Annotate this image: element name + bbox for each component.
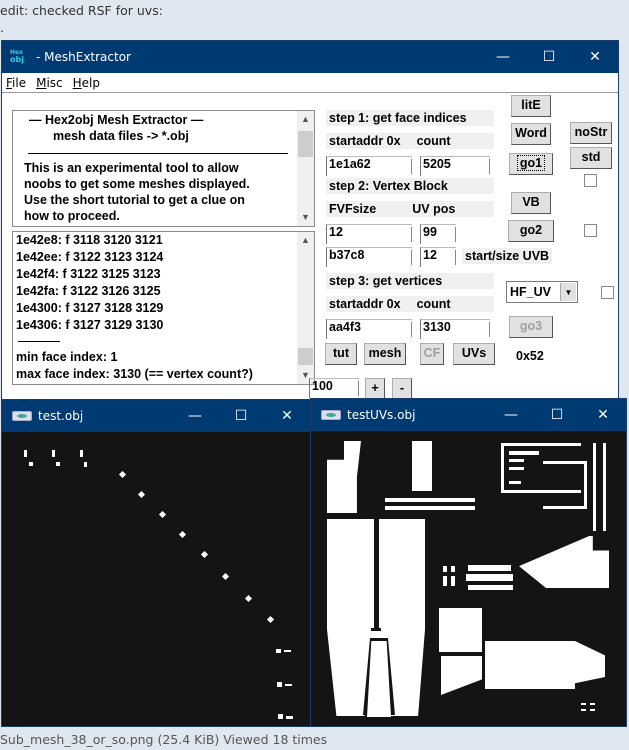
step3-count-input[interactable]: 3130 [420, 319, 490, 339]
minimize-button[interactable]: — [496, 49, 510, 65]
mesh-extractor-window [1, 40, 619, 400]
info-scrollbar[interactable] [297, 111, 314, 226]
close-button[interactable]: ✕ [589, 49, 601, 65]
scroll-up-icon[interactable]: ▲ [301, 114, 310, 124]
step1-count-input[interactable]: 5205 [420, 156, 490, 176]
minimize-button[interactable]: — [504, 407, 518, 423]
step3-fields-label: startaddr 0x count [326, 296, 494, 312]
hex2obj-app-icon: Hex obj [10, 49, 24, 64]
menu-help[interactable]: Help [72, 75, 101, 90]
nostr-button[interactable]: noStr [570, 122, 612, 144]
log-line: 1e42f4: f 3122 3125 3123 [16, 267, 161, 281]
step3-label: step 3: get vertices [326, 273, 494, 289]
attachment-caption: Sub_mesh_38_or_so.png (25.4 KiB) Viewed 18 times [0, 732, 328, 747]
zoom-out-button[interactable]: - [392, 378, 412, 400]
main-client-area [2, 93, 618, 399]
chevron-down-icon[interactable]: ▼ [560, 283, 576, 301]
uv-render-canvas[interactable] [311, 431, 626, 726]
info-body-line: This is an experimental tool to allow [24, 161, 239, 175]
go2-button[interactable]: go2 [508, 220, 554, 242]
word-button[interactable]: Word [511, 123, 551, 145]
scroll-thumb[interactable] [298, 348, 313, 365]
step1-startaddr-input[interactable]: 1e1a62 [326, 156, 412, 176]
uvb-label: start/size UVB [462, 248, 552, 264]
cf-button[interactable]: CF [420, 343, 444, 365]
uv-viewer-window [310, 398, 627, 727]
info-divider [28, 153, 288, 154]
step1-label: step 1: get face indices [326, 110, 494, 126]
info-heading-line2: mesh data files -> *.obj [53, 129, 189, 143]
min-face-index: min face index: 1 [16, 350, 118, 364]
mesh-button[interactable]: mesh [364, 343, 406, 365]
zoom-in-button[interactable]: + [365, 378, 385, 400]
hex-value-label: 0x52 [516, 349, 544, 363]
log-line: 1e42e8: f 3118 3120 3121 [16, 233, 163, 247]
uvb-size-input[interactable]: 12 [420, 247, 456, 267]
maximize-button[interactable]: ☐ [542, 49, 556, 65]
scale-input[interactable]: 100 [309, 378, 359, 398]
forum-dot: . [0, 20, 4, 35]
log-textbox[interactable] [12, 231, 315, 385]
step1-fields-label: startaddr 0x count [326, 133, 494, 149]
main-titlebar[interactable] [2, 41, 618, 73]
info-textbox[interactable] [12, 110, 315, 227]
std-button[interactable]: std [570, 147, 612, 169]
step3-startaddr-input[interactable]: aa4f3 [326, 319, 412, 339]
scroll-down-icon[interactable]: ▼ [301, 212, 310, 222]
go1-button[interactable]: go1 [509, 153, 553, 175]
maximize-button[interactable]: ☐ [550, 407, 564, 423]
format-checkbox[interactable] [601, 286, 614, 299]
info-body-line: noobs to get some meshes displayed. [24, 177, 250, 191]
go3-button[interactable]: go3 [509, 316, 553, 338]
maximize-button[interactable]: ☐ [234, 408, 248, 424]
info-body-line: how to proceed. [24, 209, 120, 223]
uvpos-input[interactable]: 99 [420, 224, 456, 244]
mesh-viewer-title: test.obj [38, 409, 84, 423]
vb-button[interactable]: VB [511, 192, 551, 214]
obj-file-icon [12, 411, 32, 421]
mesh-render-canvas[interactable] [2, 432, 310, 726]
log-line: 1e4300: f 3127 3128 3129 [16, 301, 164, 315]
window-title: - MeshExtractor [36, 50, 131, 64]
scroll-thumb[interactable] [298, 131, 313, 157]
log-separator [18, 341, 60, 342]
log-line: 1e4306: f 3127 3129 3130 [16, 318, 164, 332]
go2-checkbox[interactable] [584, 224, 597, 237]
uv-viewer-title: testUVs.obj [347, 408, 416, 422]
menu-file[interactable]: File [6, 75, 27, 90]
tut-button[interactable]: tut [325, 343, 357, 365]
close-button[interactable]: ✕ [597, 407, 609, 423]
info-body-line: Use the short tutorial to get a clue on [24, 193, 245, 207]
obj-file-icon [321, 410, 341, 420]
log-line: 1e42ee: f 3122 3123 3124 [16, 250, 164, 264]
menu-bar [2, 73, 618, 93]
minimize-button[interactable]: — [188, 408, 202, 424]
close-button[interactable]: ✕ [281, 408, 293, 424]
menu-misc[interactable]: Misc [36, 75, 63, 90]
scroll-down-icon[interactable]: ▼ [301, 370, 310, 380]
forum-edit-note: edit: checked RSF for uvs: [0, 3, 163, 18]
uv-viewer-titlebar[interactable] [311, 399, 626, 431]
lite-button[interactable]: litE [511, 95, 551, 117]
mesh-viewer-window [1, 399, 311, 727]
fvfsize-input[interactable]: 12 [326, 224, 412, 244]
format-select[interactable]: HF_UV ▼ [506, 281, 578, 303]
step2-fields-label: FVFsize UV pos [326, 201, 494, 217]
scroll-up-icon[interactable]: ▲ [301, 235, 310, 245]
max-face-index: max face index: 3130 (== vertex count?) [16, 367, 253, 381]
std-checkbox[interactable] [584, 174, 597, 187]
info-heading-line1: — Hex2obj Mesh Extractor — [29, 113, 204, 127]
log-scrollbar[interactable] [297, 232, 314, 384]
uvs-button[interactable]: UVs [453, 343, 495, 365]
uvb-start-input[interactable]: b37c8 [326, 247, 412, 267]
step2-label: step 2: Vertex Block [326, 178, 494, 194]
log-line: 1e42fa: f 3122 3126 3125 [16, 284, 161, 298]
mesh-viewer-titlebar[interactable] [2, 400, 310, 432]
